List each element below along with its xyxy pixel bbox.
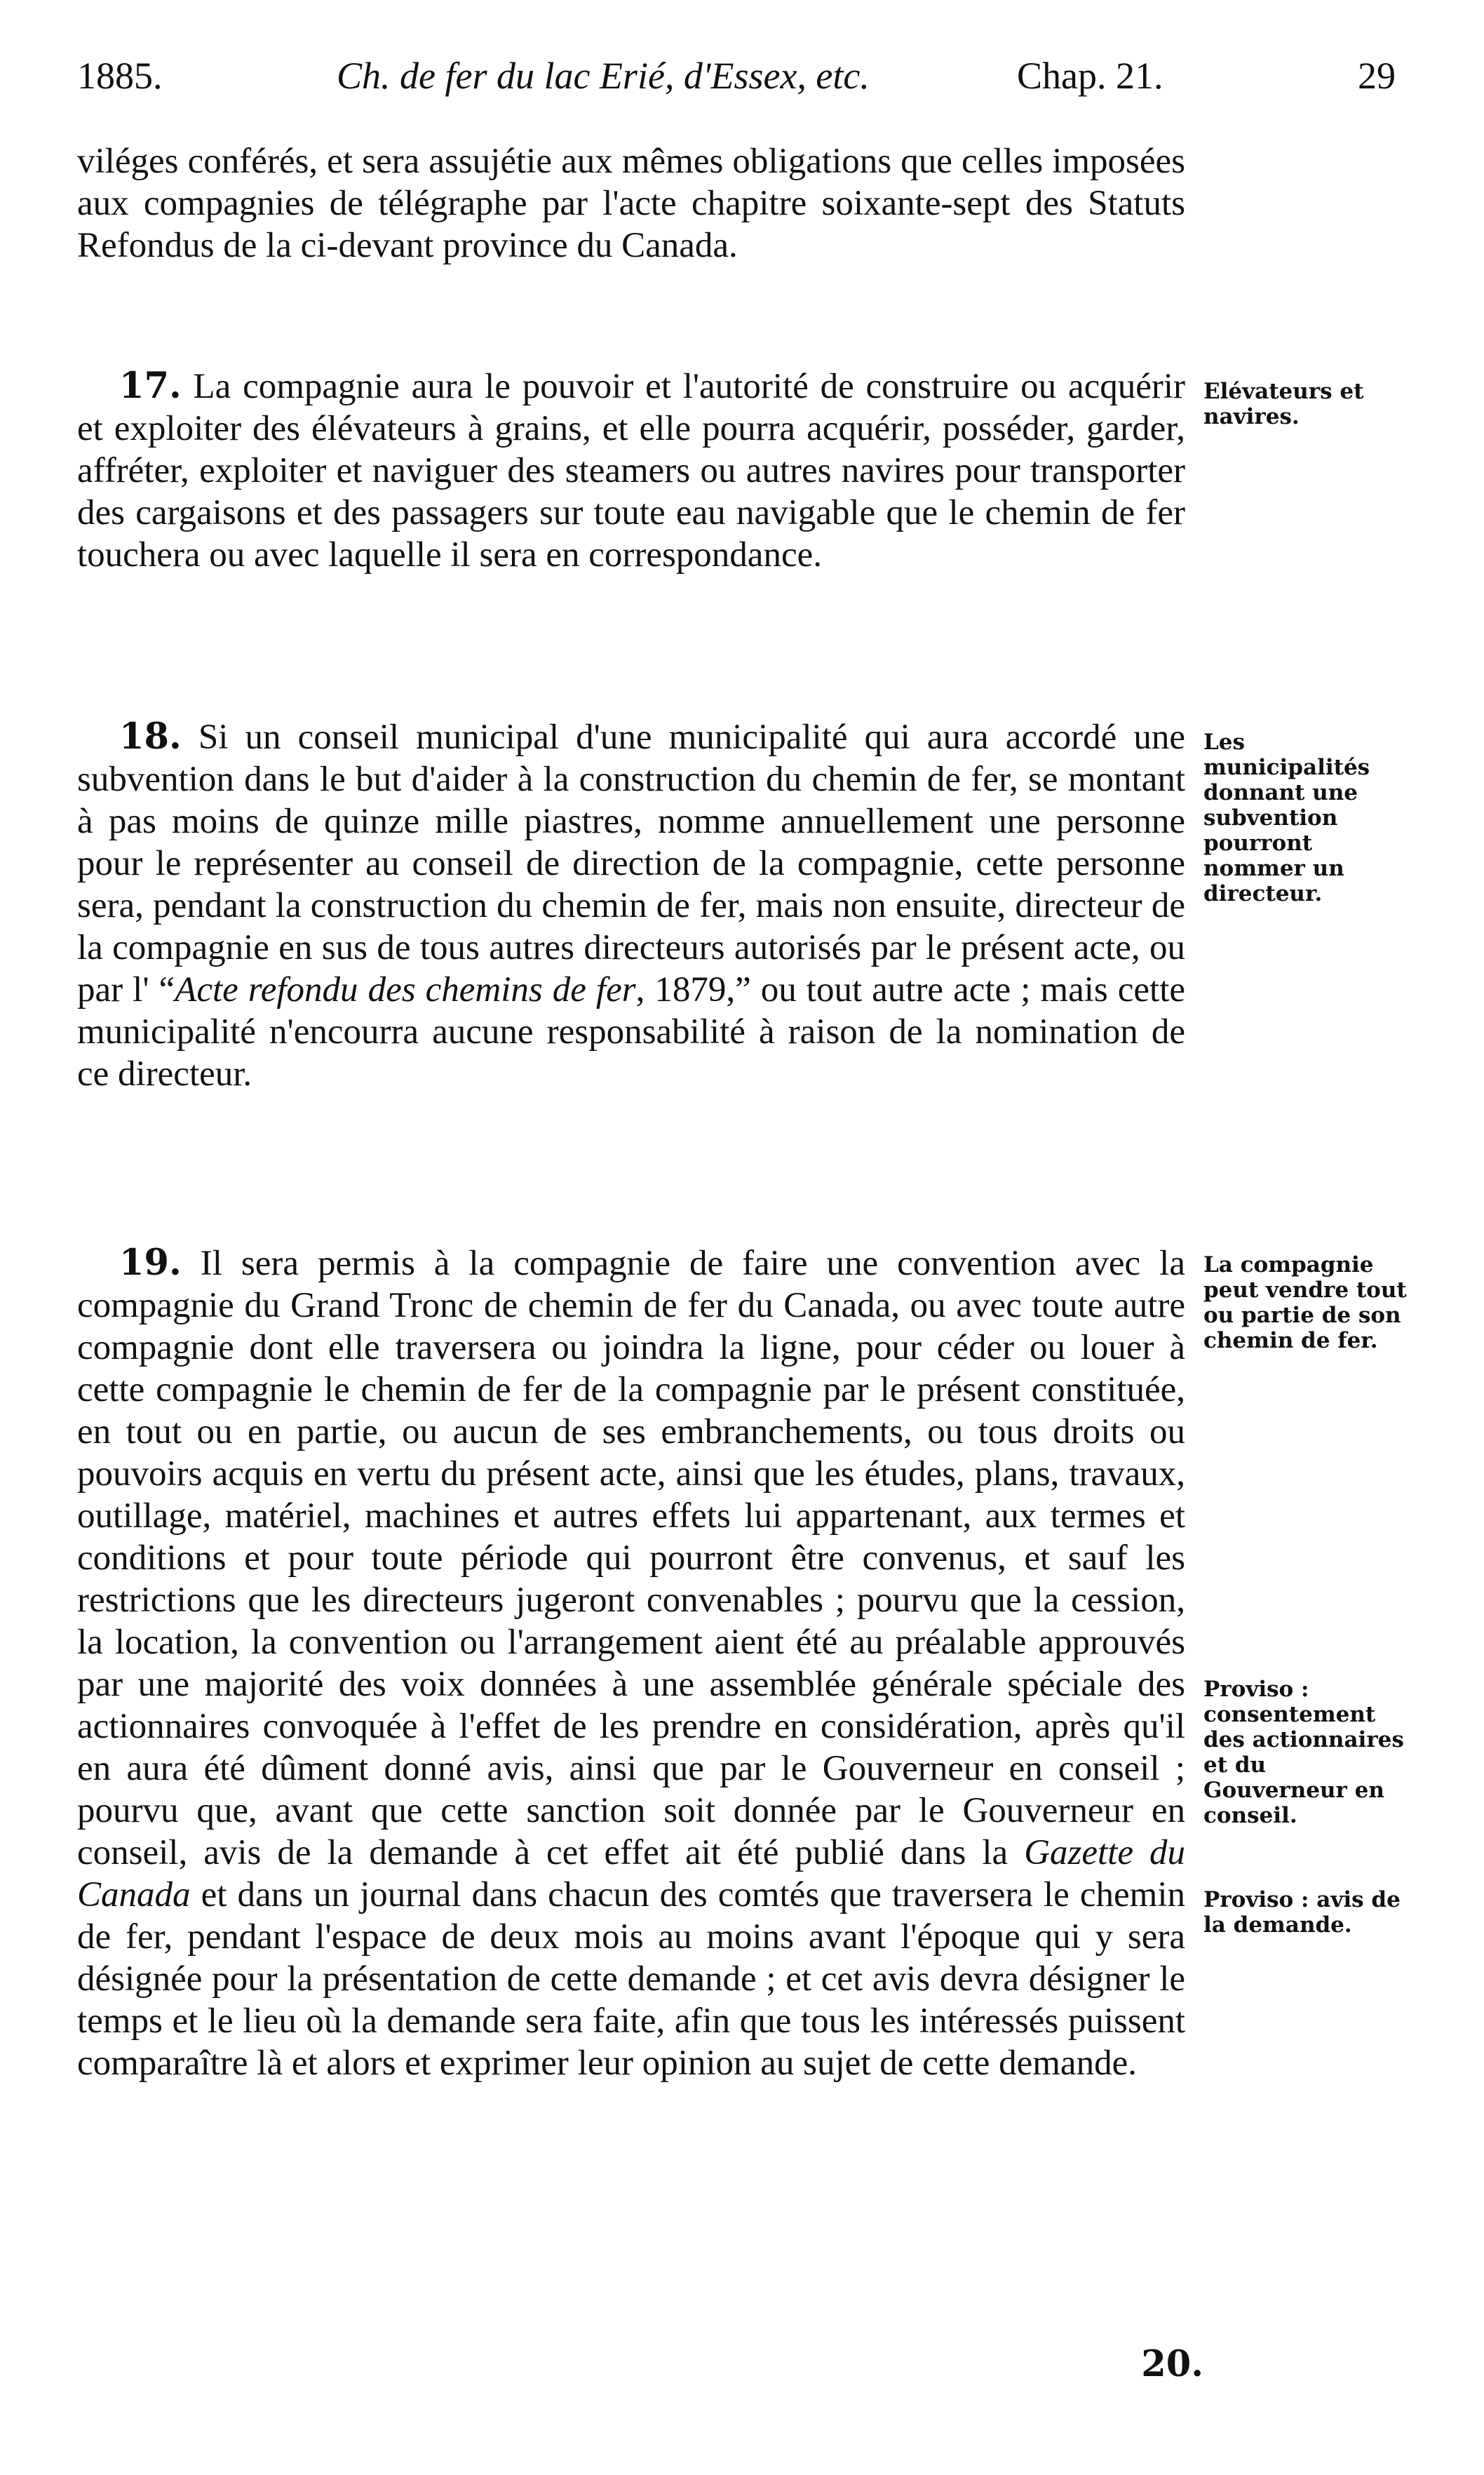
running-header xyxy=(77,48,1396,104)
section-19 xyxy=(77,1242,1185,2084)
margin-note-municipalites: Les municipalités donnant une subvention pourront nommer un directeur. xyxy=(1203,730,1370,906)
section-17 xyxy=(77,365,1185,576)
section-text: Il sera permis à la compagnie de faire une convention avec la compagnie du Grand Tronc de chemin de fer du Canada, ou avec toute autre compagnie dont elle traversera ou joindra la ligne, pour céder ou louer à cette compagnie le chemin de fer de la compagnie par le présent constituée, en tout ou en partie, ou aucun de ses embranchements, ou tous droits ou pouvoirs acquis en vertu du présent acte, ainsi que les études, plans, travaux, outillage, matériel, machines et autres effets lui appartenant, aux termes et conditions et pour toute période qui pourront être convenus, et sauf les restrictions que les directeurs jugeront convenables ; pourvu que la cession, la location, la convention ou l'arrangement aient été au préalable approuvés par une majorité des voix données à une assemblée générale spéciale des actionnaires convoquée à l'effet de les prendre en considération, après qu'il en aura été dûment donné avis, ainsi que par le Gouverneur en conseil ; pourvu que, avant que cette sanction soit donnée par le Gouverneur en conseil, avis de la demande à cet effet ait été publié dans la xyxy=(77,1244,1185,1872)
header-title: Ch. de fer du lac Erié, d'Essex, etc. xyxy=(337,55,870,97)
section-text: La compagnie aura le pouvoir et l'autorité de construire ou acquérir et exploiter des élévateurs à grains, et elle pourra acquérir, posséder, garder, affréter, exploiter et naviguer des steamers ou autres navires pour transporter des cargaisons et des passagers sur toute eau navigable que le chemin de fer touchera ou avec laquelle il sera en correspondance. xyxy=(77,367,1186,575)
catchword: 20. xyxy=(1141,2343,1203,2385)
paragraph-continuation xyxy=(77,140,1185,267)
section-number: 19. xyxy=(119,1242,182,1284)
section-18 xyxy=(77,716,1185,1095)
margin-note-vendre: La compagnie peut vendre tout ou partie de son chemin de fer. xyxy=(1203,1252,1407,1353)
section-text: Si un conseil municipal d'une municipalité qui aura accordé une subvention dans le but d'aider à la construction du chemin de fer, se montant à pas moins de quinze mille piastres, nomme annuellement une personne pour le représenter au conseil de direction de la compagnie, cette personne sera, pendant la construction du chemin de fer, mais non ensuite, directeur de la compagnie en sus de tous autres directeurs autorisés par le présent acte, ou par l' “ xyxy=(77,718,1185,1010)
header-year: 1885. xyxy=(77,55,163,97)
margin-note-proviso-avis: Proviso : avis de la demande. xyxy=(1203,1887,1401,1938)
gazette-title: Gazette du Canada xyxy=(77,1833,1185,1914)
section-number: 17. xyxy=(119,365,182,407)
section-number: 18. xyxy=(119,716,182,758)
section-text-cont: et dans un journal dans chacun des comtés que traversera le chemin de fer, pendant l'espace de deux mois au moins avant l'époque qui y sera désignée pour la présentation de cette demande ; et cet avis devra désigner le temps et le lieu où la demande sera faite, afin que tous les intéressés puissent comparaître là et alors et exprimer leur opinion au sujet de cette demande. xyxy=(77,1875,1186,2083)
section-text-cont: , 1879,” ou tout autre acte ; mais cette municipalité n'encourra aucune responsabilité à raison de la nomination de ce directeur. xyxy=(77,970,1185,1094)
act-title: Acte refondu des chemins de fer xyxy=(175,970,636,1010)
header-chapter: Chap. 21. xyxy=(1017,55,1163,97)
page-number: 29 xyxy=(1358,55,1396,97)
margin-note-proviso-consentement: Proviso : consentement des actionnaires et du Gouverneur en conseil. xyxy=(1203,1677,1404,1828)
margin-note-elevateurs: Elévateurs et navires. xyxy=(1203,379,1364,429)
paragraph-text: viléges conférés, et sera assujétie aux mêmes obligations que celles imposées aux compagnies de télégraphe par l'acte chapitre soixante-sept des Statuts Refondus de la ci-devant province du Canada. xyxy=(77,142,1185,265)
